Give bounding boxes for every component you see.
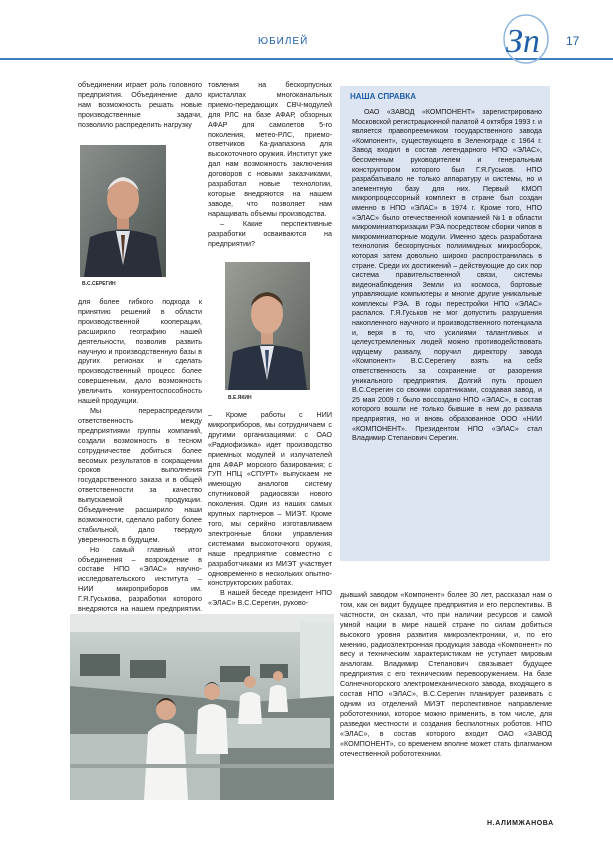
question: – Какие перспективные разработки осваиваются на предприятии? [208,218,332,248]
portrait-photo-seregin [80,145,166,277]
portrait-photo-yakin [225,262,310,390]
paragraph: товления на бескорпусных кристаллах многоканальных приемо-передающих СВЧ-модулей для РЛС на базе АФАР, обзорных АФАР для самолетов 5-го поколения, метео-РЛС, приемо-ответчиков Ка-диапазона для высокоточного оружия. Институт уже дал нам возможность заключения договоров с новыми заказчиками, разработал новые технологии, которые внедряются на нашем заводе, что позволяет нам наращивать объемы производства. [208,80,333,218]
info-box-title: НАША СПРАВКА [350,92,416,101]
logo-text: Зп [506,23,540,60]
info-box-text [352,108,542,558]
paragraph: ОАО «ЗАВОД «КОМПОНЕНТ» зарегистрировано Московской регистрационной палатой 4 октября 1993 г. и является правопреемником государственного завода «Компонент», существующего в Зеленограде с 1964 г. Завод входил в состав легендарного НПО «ЭЛАС», бессменным руководителем и генеральным конструктором которого был Г.Я.Гуськов. НПО разрабатывало не только аппаратуру и системы, но и элементную базу для них. Первый КМОП микропроцессорный комплект в стране был создан именно в НПО «ЭЛАС» в 1974 г. Кроме того, НПО «ЭЛАС» было отечественной компанией №1 в области микроминиатюризации РЭА посредством сборки чипов в микроминиатюрные модули. Именно здесь разработана технология бескорпусных полиимидных микросборок, которая затем довольно широко распространилась в стране. Среди их достижений – действующие до сих пор система правительственной связи, системы видеонаблюдения Земли из космоса, бортовые управляющие компьютеры и многие другие уникальные комплексы РЭА. В годы перестройки НПО «ЭЛАС» распался. Г.Я.Гуськов не мог допустить разрушения накопленного научного и производственного потенциала и, веря в то, что усилиями талантливых и целеустремленных людей можно противодействовать идущему развалу, поручил директору завода «Компонент» В.С.Серегину взять на себя ответственность за сохранение от разорения уникального предприятия. Долгий путь прошел В.С.Серегин со своими соратниками, создавая завод, и 25 мая 2009 г. было воссоздано НПО «ЭЛАС», в состав которого вошли не только бывшие в нем до развала предприятия, но и вновь образованное ООО «НИИ «КОМПОНЕНТ». Президентом НПО «ЭЛАС» стал Владимир Степанович Серегин. [352,108,542,443]
column-2-bottom [208,410,332,610]
column-1-top [78,80,202,140]
paragraph: Мы перераспределили ответственность между предприятиями группы компаний, создали возможность в тесном сотрудничестве добиться более весомых результатов в сокращении сроков выполнения государственного заказа и в общей ответственности за качество выпускаемой продукции. Объединение расширило наши возможности, сделало работу более стабильной, дало твердую уверенность в будущем. [78,405,202,544]
photo-caption: В.С.СЕРЕГИН [82,281,116,287]
paragraph: В нашей беседе президент НПО «ЭЛАС» В.С.Серегин, руково- [208,588,332,608]
column-1-bottom [78,297,202,614]
section-title: ЮБИЛЕЙ [258,36,309,47]
page-number: 17 [566,34,580,48]
author-signature: Н.АЛИМЖАНОВА [487,820,554,827]
paragraph: Но самый главный итог объединения – возрождение в составе НПО «ЭЛАС» научно-исследовательского института – НИИ микроприборов им. Г.Я.Гуськова, разработки которого внедряются на нашем предприятии. [78,544,202,614]
column-2-top [208,80,332,250]
photo-caption: В.Е.ЯКИН [228,395,252,401]
paragraph: объединении играет роль головного предприятия. Объединение дало нам возможность решать новые производственные задачи, позволило распределить нагрузку [78,80,202,129]
paragraph: – Кроме работы с НИИ микроприборов, мы сотрудничаем с другими организациями: с ОАО «Радиофизика» идет производство приемных модулей и излучателей для АФАР морского базирования; с ГУП НПЦ «СПУРТ» выпускаем не имеющую аналогов систему спутниковой радиосвязи нового поколения. Один из наших самых крупных партнеров – МИЭТ. Кроме того, мы серийно изготавливаем электронные блоки управления системами высокоточного оружия, наше предприятие совместно с разработчиками из МИЭТ участвует одновременно в нескольких опытно-конструкторских работах. [208,410,332,588]
magazine-logo [500,12,552,66]
paragraph: для более гибкого подхода к принятию решений в области производственной кооперации, расширило географию нашей деятельности, позволив развить научную и производственную базы в других регионах и сделать производственный процесс более совершенным, дало возможность увеличить конкурентоспособность нашей продукции. [78,297,202,406]
factory-workshop-photo [70,614,334,800]
paragraph: дывший заводом «Компонент» более 30 лет, рассказал нам о том, как он видит будущее предприятия и его перспективы. В частности, он сказал, что при наличии ресурсов и самой умной нации в мире нашей стране по силам добиться высокого уровня развития микроэлектроники, и, по его мнению, радиоэлектронная продукция завода «Компонент» по весу и техническим характеристикам не уступает мировым аналогам. Владимир Степанович связывает будущее предприятия с его техническим перевооружением. На базе Солнечногорского электромеханического завода, входящего в состав НПО «ЭЛАС», В.С.Серегин планирует развивать с одним из отделений МИЭТ перспективное направление робототехники, которое можно применить, в том числе, для разведки местности и создания беспилотных роботов. НПО «ЭЛАС», в состав которого входит ОАО «ЗАВОД «КОМПОНЕНТ», со временем вполне может стать флагманом отечественной робототехники. [340,590,552,758]
column-3-bottom [340,590,552,812]
